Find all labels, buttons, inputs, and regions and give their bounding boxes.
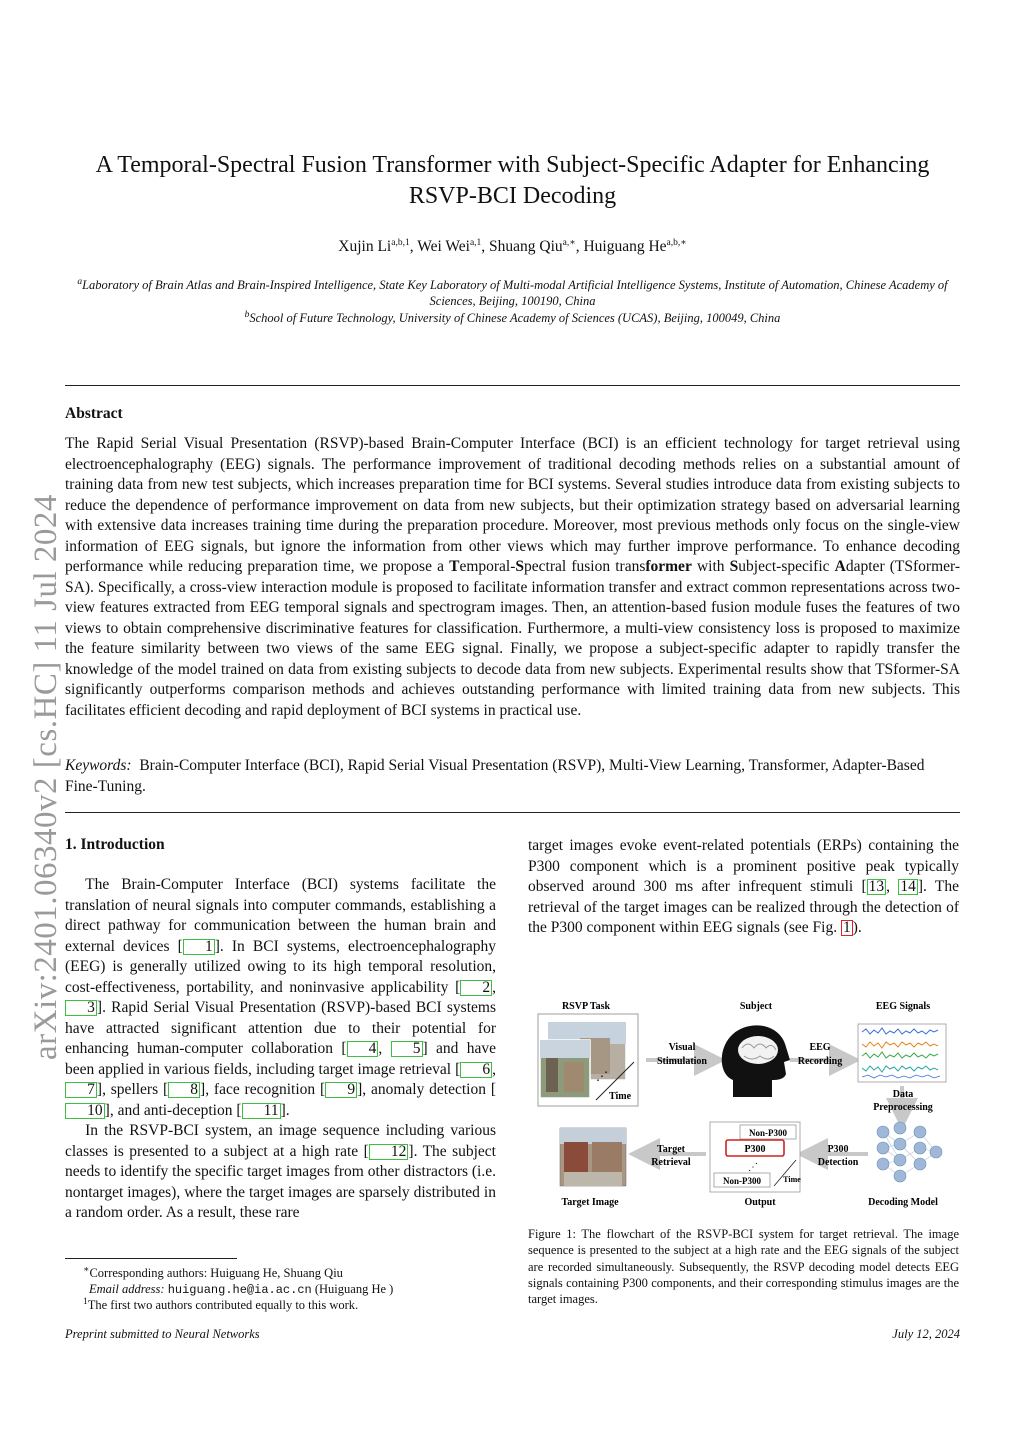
author: Xujin Li <box>338 238 392 255</box>
decoding-model-network <box>877 1122 942 1182</box>
abstract-bold: former <box>645 558 692 575</box>
paper-title <box>65 150 960 212</box>
label-non-p300-bottom: Non-P300 <box>723 1176 761 1186</box>
footnote-email <box>65 1281 496 1298</box>
citation-link[interactable]: 1 <box>183 939 215 955</box>
label-target-image: Target Image <box>561 1197 619 1208</box>
abstract-heading: Abstract <box>65 405 123 422</box>
email-address[interactable]: huiguang.he@ia.ac.cn <box>167 1283 312 1297</box>
text: , face recognition <box>205 1081 320 1098</box>
intro-paragraph-2: In the RSVP-BCI system, an image sequence including various classes is presented to a subject at a high rate [ 12 ]. The subject needs to identify the specific target images from other distractors (i.e. nontarget images), where the target images are sparsely distributed in a random order. As a result, these rare <box>65 1122 496 1221</box>
text: . <box>285 1101 290 1119</box>
label-eeg-signals: EEG Signals <box>875 1001 931 1012</box>
abstract-bold: A <box>834 558 846 575</box>
keywords <box>65 756 960 797</box>
citation-link[interactable]: 3 <box>65 1000 97 1016</box>
abstract-text: emporal- <box>459 558 516 575</box>
text: , and anti-deception <box>109 1101 237 1119</box>
title-line-2: RSVP-BCI Decoding <box>408 183 617 209</box>
affiliation-text: School of Future Technology, University of Chinese Academy of Sciences (UCAS), Beijing, 100049, China <box>249 311 781 325</box>
text: . The retrieval of the target images can be realized through the detection of the P300 component within EEG signals (see Fig. <box>528 878 959 936</box>
author-affil-mark: a,1 <box>469 237 482 248</box>
footnote-equal-contribution <box>65 1297 496 1313</box>
author: Shuang Qiu <box>489 238 563 255</box>
affiliation-mark: b <box>244 309 250 320</box>
title-line-1: A Temporal-Spectral Fusion Transformer with Subject-Specific Adapter for Enhancing <box>95 152 930 178</box>
figure-1-flowchart <box>528 992 959 1212</box>
citation-link[interactable]: 10 <box>65 1103 105 1119</box>
text: In the RSVP-BCI system, an image sequence including various classes is presented to a subject at a high rate <box>65 1122 496 1160</box>
label-subject: Subject <box>739 1001 773 1012</box>
label-visual: Visual <box>668 1042 696 1053</box>
output-dots: ⋰ <box>748 1162 758 1173</box>
abstract-bold: S <box>729 558 739 575</box>
label-retrieval: Retrieval <box>651 1157 691 1168</box>
affiliation-text: Laboratory of Brain Atlas and Brain-Inspired Intelligence, State Key Laboratory of Multi-modal Artificial Intelligence Systems, Institute of Automation, Chinese Academy of Sciences, Beijing, 100190, China <box>82 278 948 308</box>
citation-link[interactable]: 7 <box>65 1082 97 1098</box>
abstract-end-divider <box>65 812 960 813</box>
citation-link[interactable]: 13 <box>868 878 885 895</box>
author-list <box>65 238 960 256</box>
footer-date: July 12, 2024 <box>892 1327 960 1341</box>
right-column <box>528 836 959 939</box>
footnote-mark: ∗ <box>83 1264 90 1275</box>
affiliation-b <box>65 310 960 326</box>
email-label: Email address: <box>89 1282 165 1296</box>
author-affil-mark: a,∗ <box>562 237 576 248</box>
eeg-signal-plot <box>858 1024 946 1082</box>
text: , spellers <box>102 1081 163 1098</box>
footnote-text: Corresponding authors: Huiguang He, Shuang Qiu <box>89 1266 343 1280</box>
label-recording: Recording <box>797 1056 843 1067</box>
target-image-thumbnail <box>560 1128 626 1186</box>
author: Wei Wei <box>417 238 470 255</box>
abstract-text: ubject-specific <box>738 558 835 575</box>
abstract-body <box>65 434 960 721</box>
author: Huiguang He <box>583 238 667 255</box>
citation-link[interactable]: 11 <box>242 1103 281 1119</box>
label-p300-det: P300 <box>827 1144 849 1155</box>
text: The Brain-Computer Interface (BCI) systems facilitate the translation of neural signals into computer commands, establishing a direct pathway for communication between the human brain and external devices <box>65 876 496 955</box>
author-affil-mark: a,b,1 <box>391 237 410 248</box>
author-separator: , <box>409 238 418 255</box>
label-output: Output <box>744 1197 776 1208</box>
section-heading-introduction: 1. Introduction <box>65 836 165 853</box>
label-non-p300-top: Non-P300 <box>749 1128 787 1138</box>
label-p300: P300 <box>744 1144 766 1155</box>
text: . The subject needs to identify the specific target images from other distractors (i.e. nontarget images), where the target images are sparsely distributed in a random order. As a result, these rare <box>65 1142 496 1221</box>
label-target: Target <box>657 1144 685 1155</box>
figure-1-caption: Figure 1: The flowchart of the RSVP-BCI system for target retrieval. The image sequence is presented to the subject at a high rate and the EEG signals of the subject are recorded simultaneously. Subsequently, the RSVP decoding model detects EEG signals containing P300 components, and their corresponding stimulus images are the target images. <box>528 1227 959 1307</box>
footnote-divider <box>65 1258 237 1259</box>
footnote-mark: 1 <box>83 1296 88 1307</box>
abstract-text: dapter (TSformer-SA). Specifically, a cross-view interaction module is proposed to facilitate information transfer and extract common representations across two-view features extracted from EEG temporal signals and spectrogram images. Then, an attention-based fusion module fuses the features of two views to obtain comprehensive discriminative features for classification. Furthermore, a multi-view consistency loss is proposed to maximize the feature similarity between two views of the same EEG signal. Finally, we propose a subject-specific adapter to rapidly transfer the knowledge of the model trained on data from existing subjects to decode data from new subjects. Experimental results show that TSformer-SA significantly outperforms comparison methods and achieves outstanding performance with limited training data from new subjects. This facilitates efficient decoding and rapid deployment of BCI systems in practical use. <box>65 558 961 719</box>
abstract-text: with <box>691 558 730 575</box>
footnote-corresponding <box>65 1265 496 1281</box>
citation-link[interactable]: 4 <box>347 1041 379 1057</box>
intro-paragraph-1: The Brain-Computer Interface (BCI) systems facilitate the translation of neural signals into computer commands, establishing a direct pathway for communication between the human brain and external devices [ 1 ]. In BCI systems, electroencephalography (EEG) is generally utilized owing to its high temporal resolution, cost-effectiveness, portability, and noninvasive applicability [ 2 , 3 ]. Rapid Serial Visual Presentation (RSVP)-based BCI systems have attracted significant attention due to their potential for enhancing human-computer collaboration [ 4 , 5 ] and have been applied in various fields, including target image retrieval [ 6 , 7 ], spellers [ 8 ], face recognition [ 9 ], anomaly detection [10 ], and anti-deception [ 11 ]. <box>65 876 497 1119</box>
text: . In BCI systems, electroencephalography (EEG) is generally utilized owing to its high temporal resolution, cost-effectiveness, portability, and noninvasive applicability <box>65 937 496 996</box>
subject-head-icon <box>722 1025 790 1097</box>
affiliation-mark: a <box>77 276 83 287</box>
citation-link[interactable]: 6 <box>460 1062 492 1078</box>
text: ). <box>852 919 862 936</box>
abstract-bold: T <box>449 558 460 575</box>
author-separator: , <box>575 238 584 255</box>
affiliation-a <box>65 277 960 309</box>
citation-link[interactable]: 14 <box>900 878 916 895</box>
citation-link[interactable]: 8 <box>168 1082 200 1098</box>
top-divider <box>65 385 960 386</box>
text: target images evoke event-related potentials (ERPs) containing the P300 component which is a prominent positive peak typically observed around 300 ms after infrequent stimuli <box>528 837 959 895</box>
label-time: Time <box>608 1091 632 1102</box>
intro-paragraph-3: target images evoke event-related potentials (ERPs) containing the P300 component which is a prominent positive peak typically observed around 300 ms after infrequent stimuli [ 13 , 14 ]. The retrieval of the target images can be realized through the detection of the P300 component within EEG signals (see Fig. 1 ). <box>528 837 959 936</box>
email-name: (Huiguang He ) <box>311 1282 394 1296</box>
keywords-text: Brain-Computer Interface (BCI), Rapid Serial Visual Presentation (RSVP), Multi-View Learning, Transformer, Adapter-Based Fine-Tuning. <box>65 757 925 795</box>
text: , anomaly detection <box>362 1081 491 1098</box>
citation-link[interactable]: 2 <box>460 980 492 996</box>
arxiv-identifier: arXiv:2401.06340v2 [cs.HC] 11 Jul 2024 <box>28 494 64 1060</box>
keywords-label: Keywords: <box>65 757 132 774</box>
label-decoding-model: Decoding Model <box>868 1197 938 1208</box>
left-column <box>65 875 496 1224</box>
figure-link[interactable]: 1 <box>842 919 851 936</box>
sequence-dots: ⋰ <box>596 1069 608 1083</box>
citation-link[interactable]: 9 <box>325 1082 357 1098</box>
label-eeg: EEG <box>809 1042 831 1053</box>
label-detection: Detection <box>817 1157 859 1168</box>
label-preprocessing: Preprocessing <box>873 1102 933 1113</box>
author-affil-mark: a,b,∗ <box>666 237 687 248</box>
text: . Rapid Serial Visual Presentation (RSVP)-based BCI systems have attracted significant attention due to their potential for enhancing human-computer collaboration <box>65 999 496 1057</box>
citation-link[interactable]: 12 <box>369 1144 409 1160</box>
citation-link[interactable]: 5 <box>391 1041 423 1057</box>
label-output-time: Time <box>783 1175 801 1184</box>
abstract-text: The Rapid Serial Visual Presentation (RSVP)-based Brain-Computer Interface (BCI) is an efficient technology for target retrieval using electroencephalography (EEG) signals. The performance improvement of traditional decoding methods relies on a substantial amount of training data from new test subjects, which increases preparation time for BCI systems. Several studies introduce data from existing subjects to reduce the dependence of performance improvement on data from new subjects, but their optimization strategy based on adversarial learning with extensive data increases training time during the preparation procedure. Moreover, most previous methods only focus on the single-view information of EEG signals, but ignore the information from other views which may further improve performance. To enhance decoding performance while reducing preparation time, we propose a <box>65 435 960 575</box>
abstract-bold: S <box>515 558 525 575</box>
author-separator: , <box>481 238 490 255</box>
text: and have been applied in various fields, including target image retrieval <box>65 1040 497 1078</box>
label-stimulation: Stimulation <box>656 1056 708 1067</box>
label-data: Data <box>892 1089 914 1100</box>
label-rsvp-task: RSVP Task <box>561 1001 611 1012</box>
footnote-text: The first two authors contributed equally to this work. <box>87 1298 359 1312</box>
abstract-text: pectral fusion trans <box>524 558 646 575</box>
footer-journal: Preprint submitted to Neural Networks <box>65 1327 260 1341</box>
